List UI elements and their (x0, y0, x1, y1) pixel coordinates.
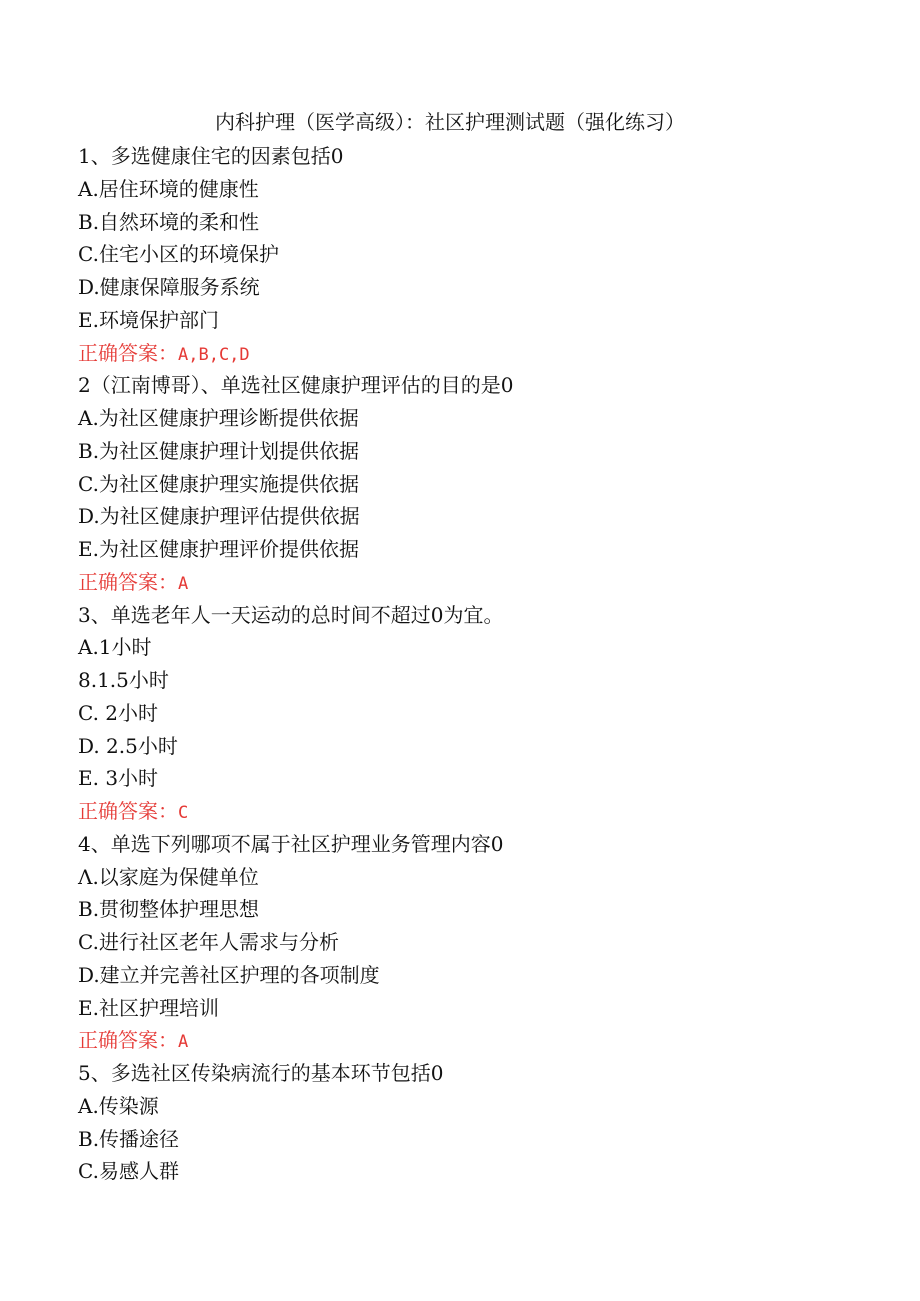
option-1-a: A.居住环境的健康性 (78, 176, 259, 201)
answer-3 (78, 795, 878, 828)
option-2-d: D.为社区健康护理评估提供依据 (78, 504, 360, 529)
answer-4 (78, 1024, 878, 1057)
answer-label: 正确答案： (78, 569, 178, 594)
question-stem-4: 4、单选下列哪项不属于社区护理业务管理内容0 (78, 831, 504, 856)
question-stem-5: 5、多选社区传染病流行的基本环节包括0 (78, 1061, 444, 1085)
option-4-b: B.贯彻整体护理思想 (78, 897, 260, 922)
answer-value: A (178, 573, 189, 594)
answer-value: A,B,C,D (178, 344, 250, 365)
answer-1 (78, 337, 878, 370)
option-4-e: E.社区护理培训 (78, 995, 219, 1020)
document-title: 内科护理（医学高级）：社区护理测试题（强化练习） (215, 110, 685, 134)
answer-value: A (178, 1032, 189, 1053)
option-3-e: E. 3小时 (78, 766, 159, 791)
option-5-c: C.易感人群 (78, 1159, 179, 1184)
question-stem-1: 1、多选健康住宅的因素包括0 (78, 144, 344, 168)
question-stem-2: 2（江南博哥）、单选社区健康护理评估的目的是0 (78, 373, 514, 398)
answer-2 (78, 566, 878, 599)
option-1-b: B.自然环境的柔和性 (78, 209, 260, 234)
option-1-c: C.住宅小区的环境保护 (78, 242, 279, 267)
option-3-d: D. 2.5小时 (78, 733, 178, 758)
answer-label: 正确答案： (78, 340, 178, 365)
option-4-d: D.建立并完善社区护理的各项制度 (78, 962, 380, 987)
answer-label: 正确答案： (78, 1028, 178, 1053)
option-2-b: B.为社区健康护理计划提供依据 (78, 438, 360, 463)
option-3-c: C. 2小时 (78, 700, 159, 725)
option-2-a: A.为社区健康护理诊断提供依据 (78, 406, 359, 430)
option-5-b: B.传播途径 (78, 1126, 180, 1151)
question-list (78, 140, 878, 1188)
answer-value: C (178, 803, 189, 823)
option-1-e: E.环境保护部门 (78, 307, 219, 332)
answer-label: 正确答案： (78, 799, 178, 823)
option-3-a: A.1小时 (78, 635, 152, 660)
option-2-e: E.为社区健康护理评价提供依据 (78, 537, 359, 561)
option-2-c: C.为社区健康护理实施提供依据 (78, 471, 359, 496)
option-1-d: D.健康保障服务系统 (78, 275, 260, 299)
question-stem-3: 3、单选老年人一天运动的总时间不超过0为宜。 (78, 602, 504, 627)
option-5-a: A.传染源 (78, 1093, 159, 1118)
option-4-c: C.进行社区老年人需求与分析 (78, 930, 339, 954)
option-3-b: 8.1.5小时 (78, 668, 169, 692)
option-4-a: Λ.以家庭为保健单位 (78, 864, 259, 889)
